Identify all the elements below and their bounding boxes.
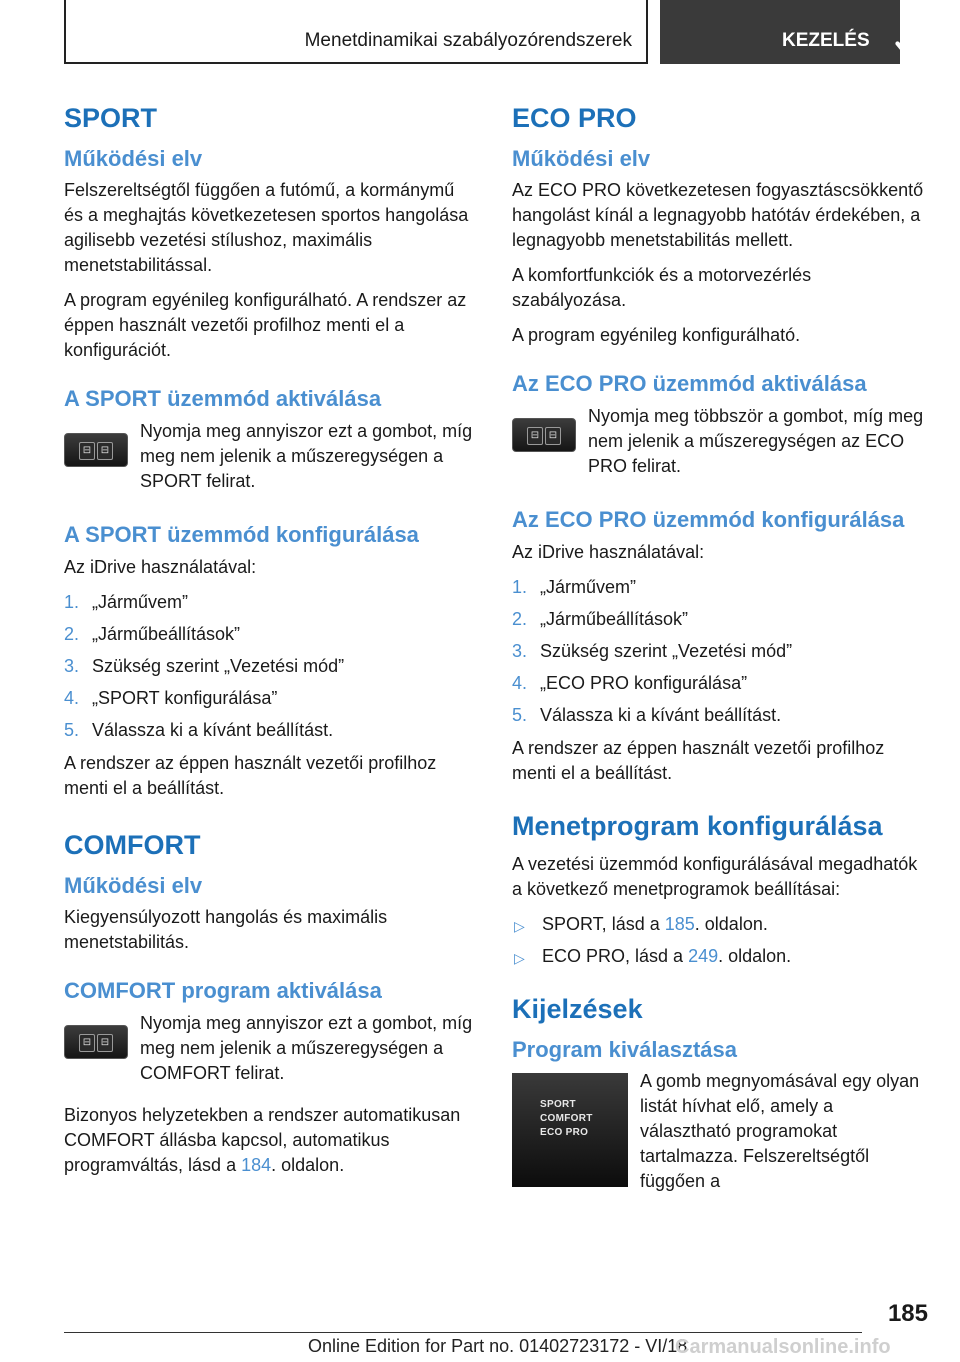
eco-title: ECO PRO — [512, 103, 637, 133]
eco-principle-text: Az ECO PRO következetesen fogyasztáscsökkentő hangolást kínál a legnagyobb hatótáv érdekében, a legnagyobb menetstabilitás mellett. — [512, 180, 924, 250]
sport-config-heading: A SPORT üzemmód konfigurálása — [64, 522, 419, 547]
sport-activate-heading: A SPORT üzemmód aktiválása — [64, 386, 382, 411]
list-item: 4. „ECO PRO konfigurálása” — [512, 673, 748, 693]
triangle-bullet-icon: ▷ — [514, 950, 525, 966]
program-list-display: SPORT COMFORT ECO PRO — [512, 1073, 628, 1187]
eco-steps-list — [512, 575, 926, 728]
header-title-box — [64, 0, 648, 64]
footer-divider — [64, 1332, 862, 1333]
page-link[interactable]: 249 — [688, 946, 719, 966]
driving-mode-button-icon: ⊟ ⊟ — [64, 1025, 128, 1059]
comfort-activate-text: Nyomja meg annyiszor ezt a gombot, míg meg nem jelenik a műszeregységen a COMFORT felirat. — [140, 1013, 473, 1083]
driving-mode-button-icon: ⊟ ⊟ — [512, 418, 576, 452]
header-section: KEZELÉS — [782, 30, 870, 51]
hand-pointer-icon — [894, 26, 922, 56]
select-block — [512, 1069, 926, 1194]
eco-config-heading: Az ECO PRO üzemmód konfigurálása — [512, 507, 905, 532]
eco-activate-block — [512, 404, 926, 484]
comfort-activate-block — [64, 1011, 478, 1091]
list-item: ▷ ECO PRO, lásd a 249. oldalon. — [512, 944, 926, 969]
list-item: 3. Szükség szerint „Vezetési mód” — [512, 641, 793, 661]
page-number: 185 — [887, 1300, 928, 1327]
eco-activate-text: Nyomja meg többször a gombot, míg meg nem jelenik a műszeregységen az ECO PRO felirat. — [588, 406, 924, 476]
comfort-activate-heading: COMFORT program aktiválása — [64, 978, 382, 1003]
sport-activate-block — [64, 419, 478, 499]
comfort-title: COMFORT — [64, 830, 201, 860]
eco-principle-text-3: A program egyénileg konfigurálható. — [512, 325, 801, 345]
comfort-auto-text: Bizonyos helyzetekben a rendszer automatikusan COMFORT állásba kapcsol, automatikus programváltás, lásd a 184. oldalon. — [64, 1105, 461, 1175]
sport-principle-text: Felszereltségtől függően a futómű, a kormánymű és a meghajtás következetesen sportos hangolása agilisebb vezetési stílushoz, maximális menetstabilitással. — [64, 180, 469, 275]
prog-config-text: A vezetési üzemmód konfigurálásával megadhatók a következő menetprogramok beállításai: — [512, 854, 918, 899]
prog-list — [512, 912, 926, 969]
right-column — [512, 100, 926, 1204]
list-item: 2. „Járműbeállítások” — [64, 624, 241, 644]
prog-config-title: Menetprogram konfigurálása — [512, 811, 883, 841]
left-column — [64, 100, 478, 1188]
sport-activate-text: Nyomja meg annyiszor ezt a gombot, míg meg nem jelenik a műszeregységen a SPORT felirat. — [140, 421, 473, 491]
driving-mode-button-icon: ⊟ ⊟ — [64, 433, 128, 467]
footer-edition: Online Edition for Part no. 01402723172 - VI/18 — [308, 1336, 688, 1356]
triangle-bullet-icon: ▷ — [514, 918, 525, 934]
comfort-principle-text: Kiegyensúlyozott hangolás és maximális menetstabilitás. — [64, 907, 388, 952]
eco-principle-heading: Működési elv — [512, 146, 651, 171]
sport-config-intro: Az iDrive használatával: — [64, 557, 257, 577]
comfort-principle-heading: Működési elv — [64, 873, 203, 898]
sport-title: SPORT — [64, 103, 158, 133]
sport-config-note: A rendszer az éppen használt vezetői profilhoz menti el a beállítást. — [64, 753, 437, 798]
header-section-box — [660, 0, 900, 64]
eco-config-intro: Az iDrive használatával: — [512, 542, 705, 562]
select-text: A gomb megnyomásával egy olyan listát hívhat elő, amely a választható programokat tartalmazza. Felszereltségtől függően a — [640, 1071, 920, 1191]
select-heading: Program kiválasztása — [512, 1037, 738, 1062]
list-item: 2. „Járműbeállítások” — [512, 609, 689, 629]
eco-activate-heading: Az ECO PRO üzemmód aktiválása — [512, 371, 867, 396]
list-item: 1. „Járművem” — [512, 577, 637, 597]
eco-config-note: A rendszer az éppen használt vezetői profilhoz menti el a beállítást. — [512, 738, 885, 783]
list-item: 5. Válassza ki a kívánt beállítást. — [64, 720, 334, 740]
page-link[interactable]: 184 — [241, 1155, 272, 1175]
sport-principle-text-2: A program egyénileg konfigurálható. A rendszer az éppen használt vezetői profilhoz menti el a konfigurációt. — [64, 290, 467, 360]
header-title: Menetdinamikai szabályozórendszerek — [304, 30, 632, 51]
display-title: Kijelzések — [512, 994, 643, 1024]
sport-principle-heading: Működési elv — [64, 146, 203, 171]
page-link[interactable]: 185 — [664, 914, 695, 934]
list-item: 4. „SPORT konfigurálása” — [64, 688, 278, 708]
list-item: 3. Szükség szerint „Vezetési mód” — [64, 656, 345, 676]
sport-steps-list — [64, 590, 478, 743]
list-item: ▷ SPORT, lásd a 185. oldalon. — [512, 912, 926, 937]
list-item: 1. „Járművem” — [64, 592, 189, 612]
eco-principle-text-2: A komfortfunkciók és a motorvezérlés szabályozása. — [512, 265, 812, 310]
list-item: 5. Válassza ki a kívánt beállítást. — [512, 705, 782, 725]
watermark: Carmanualsonline.info — [675, 1336, 891, 1358]
